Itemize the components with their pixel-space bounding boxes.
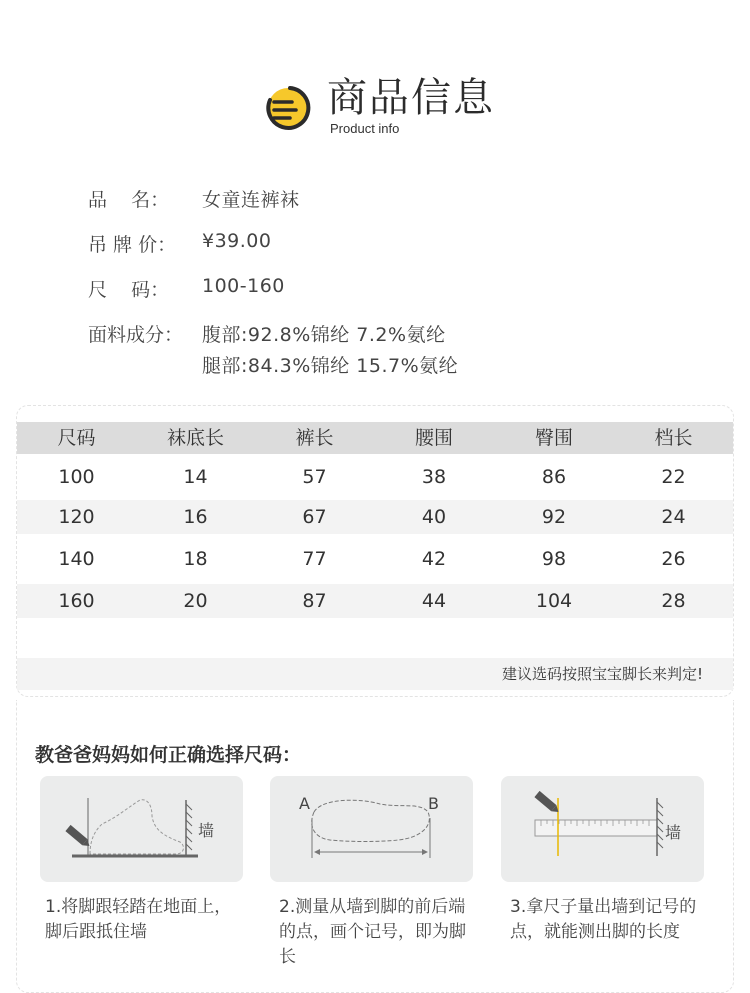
table-cell: 16 <box>183 506 208 528</box>
table-cell: 20 <box>183 590 208 612</box>
table-cell: 92 <box>541 506 567 528</box>
info-value: 女童连裤袜 <box>202 189 300 211</box>
table-header-cell: 档长 <box>654 427 693 449</box>
table-header-cell: 臀围 <box>534 427 573 449</box>
table-cell: 98 <box>541 548 567 570</box>
table-cell: 104 <box>535 590 573 612</box>
hamburger-badge-icon <box>262 84 314 132</box>
table-row <box>17 584 733 618</box>
measure-illustration-1 <box>40 776 243 882</box>
measure-step-2: 2.测量从墙到脚的前后端的点，画个记号，即为脚长 <box>279 897 466 967</box>
info-value <box>202 320 458 382</box>
table-cell: 87 <box>302 590 327 612</box>
table-cell: 57 <box>302 466 327 488</box>
table-header-row <box>17 422 733 454</box>
info-row-size <box>88 275 708 320</box>
table-row <box>17 534 733 584</box>
table-cell: 160 <box>58 590 95 612</box>
table-cell: 38 <box>421 466 447 488</box>
info-row-fabric <box>88 320 708 390</box>
table-cell: 42 <box>421 548 447 570</box>
table-row <box>17 456 733 500</box>
table-header-cell: 腰围 <box>414 427 453 449</box>
table-cell: 67 <box>302 506 327 528</box>
table-cell: 40 <box>421 506 447 528</box>
measure-step-3: 3.拿尺子量出墙到记号的点，就能测出脚的长度 <box>510 897 697 942</box>
point-a-label: A <box>299 794 310 813</box>
size-table <box>17 422 733 618</box>
wall-label: 墙 <box>198 821 215 840</box>
info-label: 品 名： <box>88 189 170 211</box>
table-row <box>17 500 733 534</box>
table-cell: 28 <box>661 590 686 612</box>
info-label: 尺 码： <box>88 279 170 301</box>
table-cell: 44 <box>421 590 447 612</box>
product-info-list <box>88 185 708 390</box>
fabric-line: 腿部:84.3%锦纶 15.7%氨纶 <box>202 355 459 377</box>
wall-label: 墙 <box>665 823 682 842</box>
table-cell: 120 <box>58 506 95 528</box>
foot-outline-icon <box>270 776 473 882</box>
table-header-cell: 袜底长 <box>166 427 224 449</box>
table-cell: 140 <box>58 548 95 570</box>
info-value: 100-160 <box>202 275 285 297</box>
table-cell: 26 <box>661 548 686 570</box>
table-cell: 100 <box>58 466 95 488</box>
table-cell: 24 <box>661 506 686 528</box>
size-advice-bar <box>17 658 733 690</box>
measure-illustration-2 <box>270 776 473 882</box>
how-to-measure-title: 教爸爸妈妈如何正确选择尺码： <box>35 744 302 766</box>
table-cell: 22 <box>661 466 686 488</box>
table-header-cell: 裤长 <box>295 427 334 449</box>
info-value: ¥39.00 <box>202 230 272 252</box>
measure-illustration-3 <box>501 776 704 882</box>
info-row-name <box>88 185 708 230</box>
size-advice-text: 建议选码按照宝宝脚长来判定! <box>501 665 703 683</box>
info-label: 吊 牌 价： <box>88 234 177 256</box>
point-b-label: B <box>428 794 439 813</box>
info-label: 面料成分： <box>88 324 184 346</box>
page-title: 商品信息 <box>327 75 495 121</box>
table-cell: 77 <box>302 548 327 570</box>
table-header-cell: 尺码 <box>57 427 96 449</box>
table-cell: 18 <box>183 548 208 570</box>
table-cell: 14 <box>183 466 208 488</box>
info-row-price <box>88 230 708 275</box>
fabric-line: 腹部:92.8%锦纶 7.2%氨纶 <box>202 324 446 346</box>
measure-step-1: 1.将脚跟轻踏在地面上，脚后跟抵住墙 <box>45 897 232 942</box>
table-cell: 86 <box>541 466 567 488</box>
page-subtitle: Product info <box>330 121 400 136</box>
section-header <box>0 70 750 150</box>
